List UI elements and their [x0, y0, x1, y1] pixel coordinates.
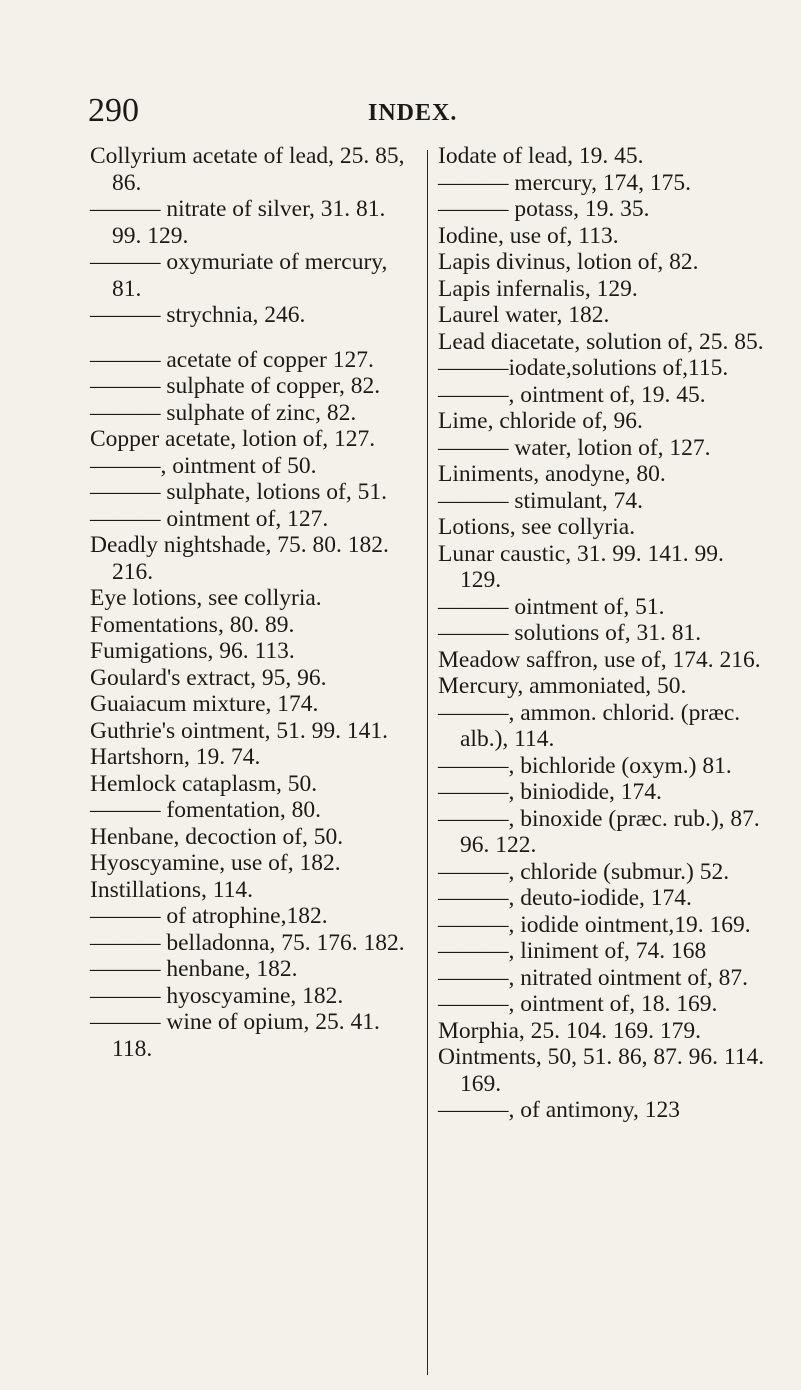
index-entry: ——— sulphate of copper, 82.	[90, 373, 381, 399]
index-column-right	[438, 143, 768, 1124]
index-entry: ——— of atrophine,182.	[90, 903, 328, 929]
index-entry: Collyrium acetate of lead, 25. 85, 86.	[90, 143, 405, 196]
index-entry: ——— potass, 19. 35.	[438, 196, 650, 222]
index-entry: ——— strychnia, 246.	[90, 302, 306, 328]
index-entry: ——— stimulant, 74.	[438, 487, 643, 514]
index-entry: Morphia, 25. 104. 169. 179.	[438, 1017, 702, 1044]
index-entry: Fomentations, 80. 89.	[90, 611, 295, 638]
index-entry: Mercury, ammoniated, 50.	[438, 673, 687, 699]
index-entry: Lunar caustic, 31. 99. 141. 99. 129.	[438, 540, 724, 593]
index-entry: ———, nitrated ointment of, 87.	[438, 964, 749, 991]
index-entry: Guthrie's ointment, 51. 99. 141.	[90, 717, 388, 744]
index-entry: Fumigations, 96. 113.	[90, 638, 295, 664]
index-entry: Lapis infernalis, 129.	[438, 275, 638, 302]
index-entry: Laurel water, 182.	[438, 302, 610, 328]
spacer	[90, 329, 415, 347]
index-entry: Iodate of lead, 19. 45.	[438, 143, 644, 169]
index-entry: ——— sulphate, lotions of, 51.	[90, 479, 387, 505]
index-entry: ———iodate,solutions of,115.	[438, 355, 729, 381]
index-entry: ——— ointment of, 127.	[90, 505, 329, 532]
page-number: 290	[88, 92, 139, 129]
index-entry: Ointments, 50, 51. 86, 87. 96. 114. 169.	[438, 1044, 765, 1097]
index-entry: Lead diacetate, solution of, 25. 85.	[438, 328, 764, 355]
index-entry: Liniments, anodyne, 80.	[438, 461, 666, 487]
index-entry: ———, ointment of, 18. 169.	[438, 991, 718, 1017]
index-entry: ———, bichloride (oxym.) 81.	[438, 752, 732, 779]
index-entry: ———, ointment of 50.	[90, 452, 317, 479]
index-entry: ———, liniment of, 74. 168	[438, 938, 707, 964]
index-entry: ———, deuto-iodide, 174.	[438, 885, 692, 911]
index-entry: Goulard's extract, 95, 96.	[90, 664, 327, 691]
index-entry: ——— hyoscyamine, 182.	[90, 982, 344, 1009]
index-entry: ——— sulphate of zinc, 82.	[90, 399, 357, 426]
index-entry: Copper acetate, lotion of, 127.	[90, 426, 376, 452]
index-entry: Hartshorn, 19. 74.	[90, 744, 261, 770]
index-entry: ———, iodide ointment,19. 169.	[438, 911, 751, 938]
index-entry: ——— oxymuriate of mercury, 81.	[90, 249, 388, 302]
index-entry: ———, ammon. chlorid. (præc. alb.), 114.	[438, 699, 741, 752]
index-entry: ———, ointment of, 19. 45.	[438, 381, 706, 408]
index-entry: Guaiacum mixture, 174.	[90, 691, 319, 717]
index-entry: ——— belladonna, 75. 176. 182.	[90, 929, 405, 956]
index-entry: Hyoscyamine, use of, 182.	[90, 850, 341, 876]
index-entry: ——— solutions of, 31. 81.	[438, 620, 702, 646]
index-entry: Henbane, decoction of, 50.	[90, 823, 344, 850]
index-entry: Deadly nightshade, 75. 80. 182. 216.	[90, 532, 389, 585]
index-entry: ———, biniodide, 174.	[438, 779, 662, 805]
index-entry: Lapis divinus, lotion of, 82.	[438, 249, 699, 275]
index-entry: Eye lotions, see collyria.	[90, 585, 322, 611]
index-entry: ——— henbane, 182.	[90, 956, 298, 982]
index-entry: Iodine, use of, 113.	[438, 222, 619, 249]
index-entry: ——— acetate of copper 127.	[90, 346, 374, 373]
index-column-left	[90, 143, 415, 1062]
index-entry: ——— nitrate of silver, 31. 81. 99. 129.	[90, 196, 386, 249]
index-entry: ——— mercury, 174, 175.	[438, 169, 692, 196]
index-entry: ——— water, lotion of, 127.	[438, 434, 711, 461]
index-entry: Lime, chloride of, 96.	[438, 408, 643, 434]
index-entry: Hemlock cataplasm, 50.	[90, 770, 318, 797]
index-entry: ———, of antimony, 123	[438, 1097, 680, 1123]
index-entry: ——— fomentation, 80.	[90, 797, 322, 823]
index-entry: Lotions, see collyria.	[438, 514, 636, 540]
index-entry: ——— ointment of, 51.	[438, 593, 665, 620]
index-entry: ———, binoxide (præc. rub.), 87. 96. 122.	[438, 805, 760, 858]
page-title: INDEX.	[368, 100, 458, 126]
index-entry: ———, chloride (submur.) 52.	[438, 858, 730, 885]
index-entry: Meadow saffron, use of, 174. 216.	[438, 646, 761, 673]
index-entry: Instillations, 114.	[90, 876, 253, 903]
column-divider	[427, 150, 428, 1375]
index-entry: ——— wine of opium, 25. 41. 118.	[90, 1009, 380, 1062]
